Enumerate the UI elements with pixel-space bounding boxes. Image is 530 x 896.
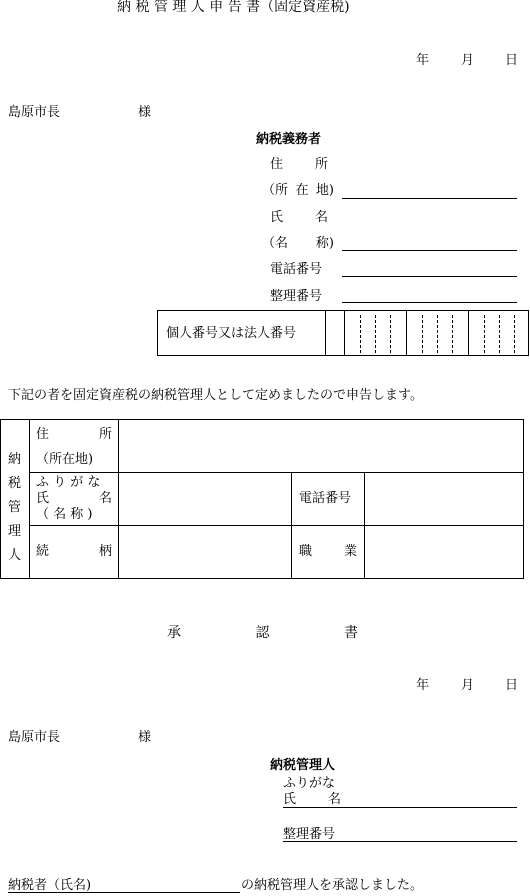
table-side-label: 納 税 管 理 人 xyxy=(8,452,22,563)
table-occupation-field[interactable] xyxy=(365,526,523,578)
approval-taxpayer-line[interactable] xyxy=(8,892,240,893)
approval-name-label: 氏 名 xyxy=(283,792,341,807)
id-cell-1[interactable] xyxy=(326,311,344,355)
obligor-heading: 納税義務者 xyxy=(256,132,322,147)
declaration-title: 納 税 管 理 人 申 告 書（固定資産税) xyxy=(117,0,350,15)
approval-manager-heading: 納税管理人 xyxy=(270,758,336,773)
date-month: 月 xyxy=(461,53,475,68)
date-day: 日 xyxy=(505,53,519,68)
table-address-label: 住 所 xyxy=(36,427,112,442)
approval-taxpayer-label: 納税者（氏名) xyxy=(8,878,92,893)
approval-text: の納税管理人を承認しました。 xyxy=(241,878,424,893)
table-name-label: 氏 名 xyxy=(36,491,112,506)
obligor-ref-label: 整理番号 xyxy=(270,289,323,304)
table-name-sub-label: （ 名 称 ) xyxy=(36,507,93,522)
obligor-name-sub-label: （名 称) xyxy=(262,236,334,251)
table-phone-field[interactable] xyxy=(365,473,523,525)
date-year: 年 xyxy=(416,53,430,68)
table-furigana-label: ふ り が な xyxy=(36,475,101,490)
obligor-phone-label: 電話番号 xyxy=(270,262,323,277)
id-cell-group-2[interactable] xyxy=(345,311,406,355)
approval-furigana-label: ふりがな xyxy=(283,776,336,791)
obligor-address-line[interactable] xyxy=(342,198,517,199)
approval-name-line[interactable] xyxy=(283,807,517,808)
table-name-field[interactable] xyxy=(119,473,290,525)
approval-title: 承 認 書 xyxy=(167,625,358,641)
approval-date-day: 日 xyxy=(505,678,519,693)
approval-addressee: 島原市長 xyxy=(8,730,61,745)
obligor-address-sub-label: （所 在 地) xyxy=(262,183,334,198)
obligor-phone-line[interactable] xyxy=(342,276,517,277)
obligor-address-label: 住 所 xyxy=(270,157,328,172)
approval-ref-label: 整理番号 xyxy=(283,827,336,842)
table-address-sub-label: （所在地) xyxy=(36,452,94,467)
manager-table xyxy=(0,419,524,579)
id-number-label: 個人番号又は法人番号 xyxy=(166,326,297,341)
obligor-ref-line[interactable] xyxy=(342,302,517,303)
approval-date-year: 年 xyxy=(416,678,430,693)
approval-date-month: 月 xyxy=(461,678,475,693)
table-phone-label: 電話番号 xyxy=(299,491,352,506)
table-address-field[interactable] xyxy=(119,420,523,472)
id-number-box xyxy=(157,310,529,356)
honorific: 様 xyxy=(138,105,152,120)
declaration-statement: 下記の者を固定資産税の納税管理人として定めましたので申告します。 xyxy=(8,388,423,403)
table-relation-label: 続 柄 xyxy=(36,544,112,559)
id-cell-group-4[interactable] xyxy=(469,311,528,355)
table-occupation-label: 職 業 xyxy=(299,544,357,559)
obligor-name-line[interactable] xyxy=(342,250,517,251)
approval-honorific: 様 xyxy=(138,730,152,745)
addressee: 島原市長 xyxy=(8,105,61,120)
id-cell-group-3[interactable] xyxy=(407,311,468,355)
approval-ref-line[interactable] xyxy=(283,841,517,842)
obligor-name-label: 氏 名 xyxy=(270,210,328,225)
table-relation-field[interactable] xyxy=(119,526,290,578)
